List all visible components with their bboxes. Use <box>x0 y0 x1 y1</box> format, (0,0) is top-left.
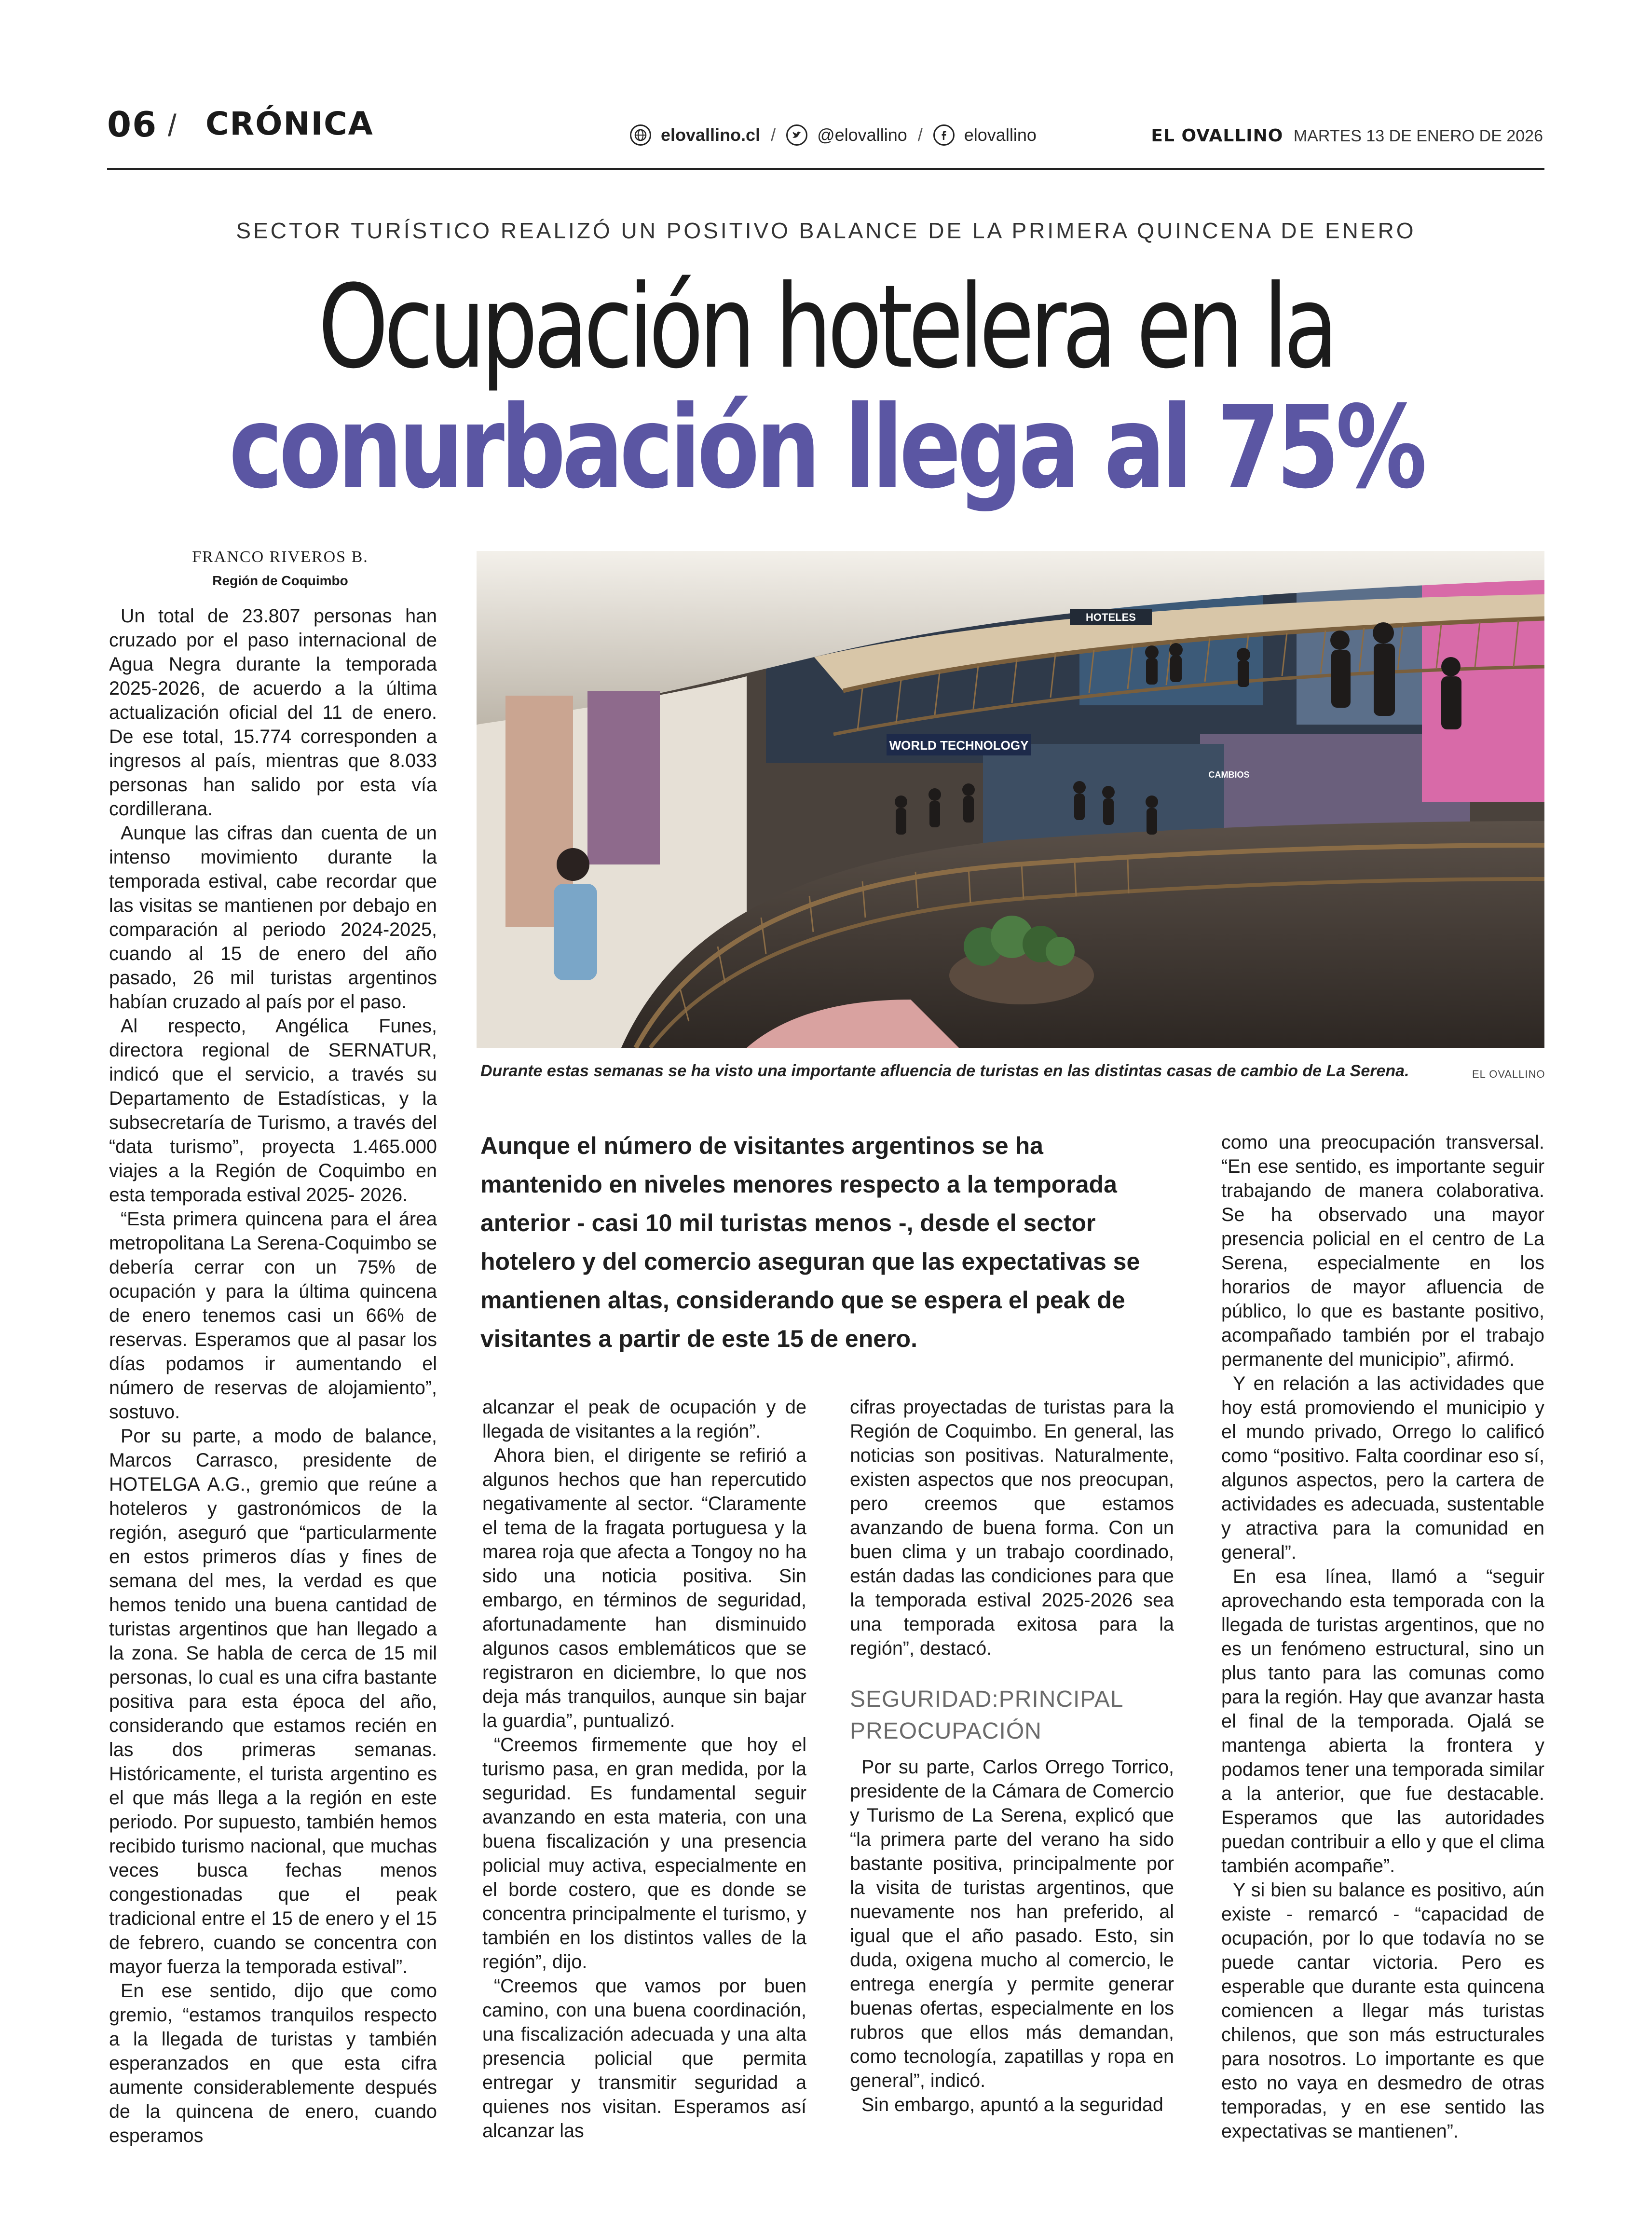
paragraph: alcanzar el peak de ocupación y de llegada de visitantes a la región”. <box>482 1397 806 1442</box>
website-link[interactable]: elovallino.cl <box>661 125 761 145</box>
paragraph: Al respecto, Angélica Funes, directora regional de SERNATUR, indicó que el servicio, a través su Departamento de Estadísticas, y la subsecretaría de Turismo, a través del “data turismo”, proyecta 1.465.000 viajes a la Región de Coquimbo en esta temporada estival 2025- 2026. <box>109 1015 437 1206</box>
headline-line-1: Ocupación hotelera en la <box>318 261 1334 394</box>
paragraph: En ese sentido, dijo que como gremio, “estamos tranquilos respecto a la llegada de turistas y también esperanzados en que esta cifra aumente considerablemente después de la quincena de enero, cuando esperamos <box>109 1980 437 2146</box>
newspaper-name: EL OVALLINO <box>1151 126 1283 146</box>
paragraph: Por su parte, a modo de balance, Marcos Carrasco, presidente de HOTELGA A.G., gremio que reúne a hoteleros y gastronómicos de la región, aseguró que “particularmente en estos primeros días y fines de semana del mes, la verdad es que hemos tenido una buena cantidad de turistas argentinos que han llegado a la zona. Se habla de cerca de 15 mil personas, lo cual es una cifra bastante positiva para esta época del año, considerando que estamos recién en las dos primeras semanas. Históricamente, el turista argentino es el que más llega a la región en este periodo. Por supuesto, también hemos recibido turismo nacional, que muchas veces busca fechas menos congestionadas que el peak tradicional entre el 15 de enero y el 15 de febrero, cuando se concentra con mayor fuerza la temporada estival”. <box>109 1426 437 1977</box>
globe-icon <box>630 124 651 146</box>
section-name: CRÓNICA <box>205 105 374 142</box>
facebook-icon <box>933 124 955 146</box>
paragraph: Aunque las cifras dan cuenta de un intenso movimiento durante la temporada estival, cabe recordar que las visitas se mantienen por debajo en comparación al periodo 2024-2025, cuando al 15 de enero del año pasado, 26 mil turistas argentinos habían cruzado al país por el paso. <box>109 823 437 1013</box>
twitter-icon <box>786 124 807 146</box>
social-links: elovallino.cl / @elovallino / elovallino <box>630 124 1037 146</box>
headline-line-2: conurbación llega al 75% <box>229 381 1423 514</box>
paragraph: Y si bien su balance es positivo, aún existe - remarcó - “capacidad de ocupación, por lo que todavía no se puede cantar victoria. Pero es esperable que durante esta quincena comiencen a llegar más turistas chilenos, que son más estructurales para nosotros. Lo importante es que esto no vaya en desmedro de otras temporadas, y en ese sentido las expectativas se mantienen”. <box>1221 1879 1544 2142</box>
photo-caption: Durante estas semanas se ha visto una importante afluencia de turistas en las distintas casas de cambio de La Serena. <box>480 1062 1409 1080</box>
paragraph: “Creemos firmemente que hoy el turismo pasa, en gran medida, por la seguridad. Es fundamental seguir avanzando en esta materia, con una buena fiscalización y una presencia policial muy activa, especialmente en el borde costero, que es donde se concentra principalmente el turismo, y también en los distintos valles de la región”, dijo. <box>482 1734 806 1973</box>
paragraph: Por su parte, Carlos Orrego Torrico, presidente de la Cámara de Comercio y Turismo de La Serena, explicó que “la primera parte del verano ha sido bastante positiva, principalmente por la visita de turistas argentinos, que nuevamente nos han preferido, al igual que el año pasado. Esto, sin duda, oxigena mucho al comercio, le entrega energía y permite generar buenas ofertas, especialmente en los rubros que ellos más demandan, como tecnología, zapatillas y ropa en general”, indicó. <box>850 1756 1174 2091</box>
byline-author: FRANCO RIVEROS B. <box>192 548 369 566</box>
article-kicker: SECTOR TURÍSTICO REALIZÓ UN POSITIVO BALANCE DE LA PRIMERA QUINCENA DE ENERO <box>236 218 1416 243</box>
paragraph: En esa línea, llamó a “seguir aprovechando esta temporada con la llegada de turistas argentinos, que no es un fenómeno estructural, sino un plus tanto para las comunas como para la región. Hay que avanzar hasta el final de la temporada. Ojalá se mantenga abierta la frontera y podamos tener una temporada similar a la anterior, que fue destacable. Esperamos que las autoridades puedan contribuir a ello y que el clima también acompañe”. <box>1221 1566 1544 1877</box>
header-separator: / <box>168 108 177 143</box>
paragraph: “Esta primera quincena para el área metropolitana La Serena-Coquimbo se debería cerrar con un 75% de ocupación y para la última quincena de enero tenemos casi un 66% de reservas. Esperamos que al pasar los días podamos ir aumentando el número de reservas de alojamiento”, sostuvo. <box>109 1208 437 1423</box>
masthead <box>1151 127 1543 145</box>
issue-date: MARTES 13 DE ENERO DE 2026 <box>1293 127 1543 145</box>
subheading-line-1: SEGURIDAD:PRINCIPAL <box>850 1687 1124 1712</box>
paragraph: como una preocupación transversal. “En ese sentido, es importante seguir trabajando de manera colaborativa. Se ha observado una mayor presencia policial en el centro de La Serena, especialmente en los horarios de mayor afluencia de público, lo que es bastante positivo, acompañado también por el trabajo permanente del municipio”, afirmó. <box>1221 1132 1544 1370</box>
article-column-3 <box>850 1395 1174 2117</box>
paragraph: Y en relación a las actividades que hoy está promoviendo el municipio y el mundo privado, Orrego lo calificó como “positivo. Falta coordinar eso sí, algunos aspectos, pero la cartera de actividades es adecuada, sustentable y atractiva para la comunidad en general”. <box>1221 1373 1544 1563</box>
paragraph: Ahora bien, el dirigente se refirió a algunos hechos que han repercutido negativamente al sector. “Claramente el tema de la fragata portuguesa y la marea roja que afecta a Tongoy no ha sido una noticia positiva. Sin embargo, en términos de seguridad, afortunadamente han disminuido algunos casos emblemáticos que se registraron en diciembre, lo que nos deja más tranquilos, aunque sin bajar la guardia”, puntualizó. <box>482 1445 806 1731</box>
subheading-line-2: PREOCUPACIÓN <box>850 1718 1042 1744</box>
article-column-2 <box>482 1395 806 2143</box>
header-divider <box>107 168 1544 170</box>
paragraph: “Creemos que vamos por buen camino, con una buena coordinación, una fiscalización adecuada y una alta presencia policial que permita entregar y transmitir seguridad a quienes nos visitan. Esperamos así alcanzar las <box>482 1975 806 2141</box>
paragraph: cifras proyectadas de turistas para la Región de Coquimbo. En general, las noticias son positivas. Naturalmente, existen aspectos que nos preocupan, pero creemos que estamos avanzando de buena forma. Con un buen clima y un trabajo coordinado, están dadas las condiciones para que la temporada estival 2025-2026 sea una temporada exitosa para la región”, destacó. <box>850 1397 1174 1659</box>
article-column-1 <box>109 604 437 2148</box>
photo-sign-hoteles: HOTELES <box>1086 611 1136 623</box>
photo-credit: EL OVALLINO <box>1472 1068 1545 1080</box>
byline-location: Región de Coquimbo <box>212 573 348 588</box>
page-number: 06 <box>107 104 158 145</box>
article-photo <box>477 551 1544 1048</box>
facebook-link[interactable]: elovallino <box>964 125 1037 145</box>
paragraph: Un total de 23.807 personas han cruzado por el paso internacional de Agua Negra durante la temporada 2025-2026, de acuerdo a la última actualización oficial del 11 de enero. De ese total, 15.774 corresponden a ingresos al país, mientras que 8.033 personas han salido por esta vía cordillerana. <box>109 605 437 820</box>
photo-sign-world-technology: WORLD TECHNOLOGY <box>889 738 1029 753</box>
section-subheading <box>850 1684 1174 1747</box>
photo-sign-cambios: CAMBIOS <box>1208 770 1250 780</box>
paragraph: Sin embargo, apuntó a la seguridad <box>861 2094 1163 2115</box>
article-deck: Aunque el número de visitantes argentinos se ha mantenido en niveles menores respecto a la temporada anterior - casi 10 mil turistas menos -, desde el sector hotelero y del comercio aseguran que las expectativas se mantienen altas, considerando que se espera el peak de visitantes a partir de este 15 de enero. <box>480 1132 1140 1352</box>
twitter-link[interactable]: @elovallino <box>817 125 907 145</box>
article-column-4 <box>1221 1130 1544 2143</box>
